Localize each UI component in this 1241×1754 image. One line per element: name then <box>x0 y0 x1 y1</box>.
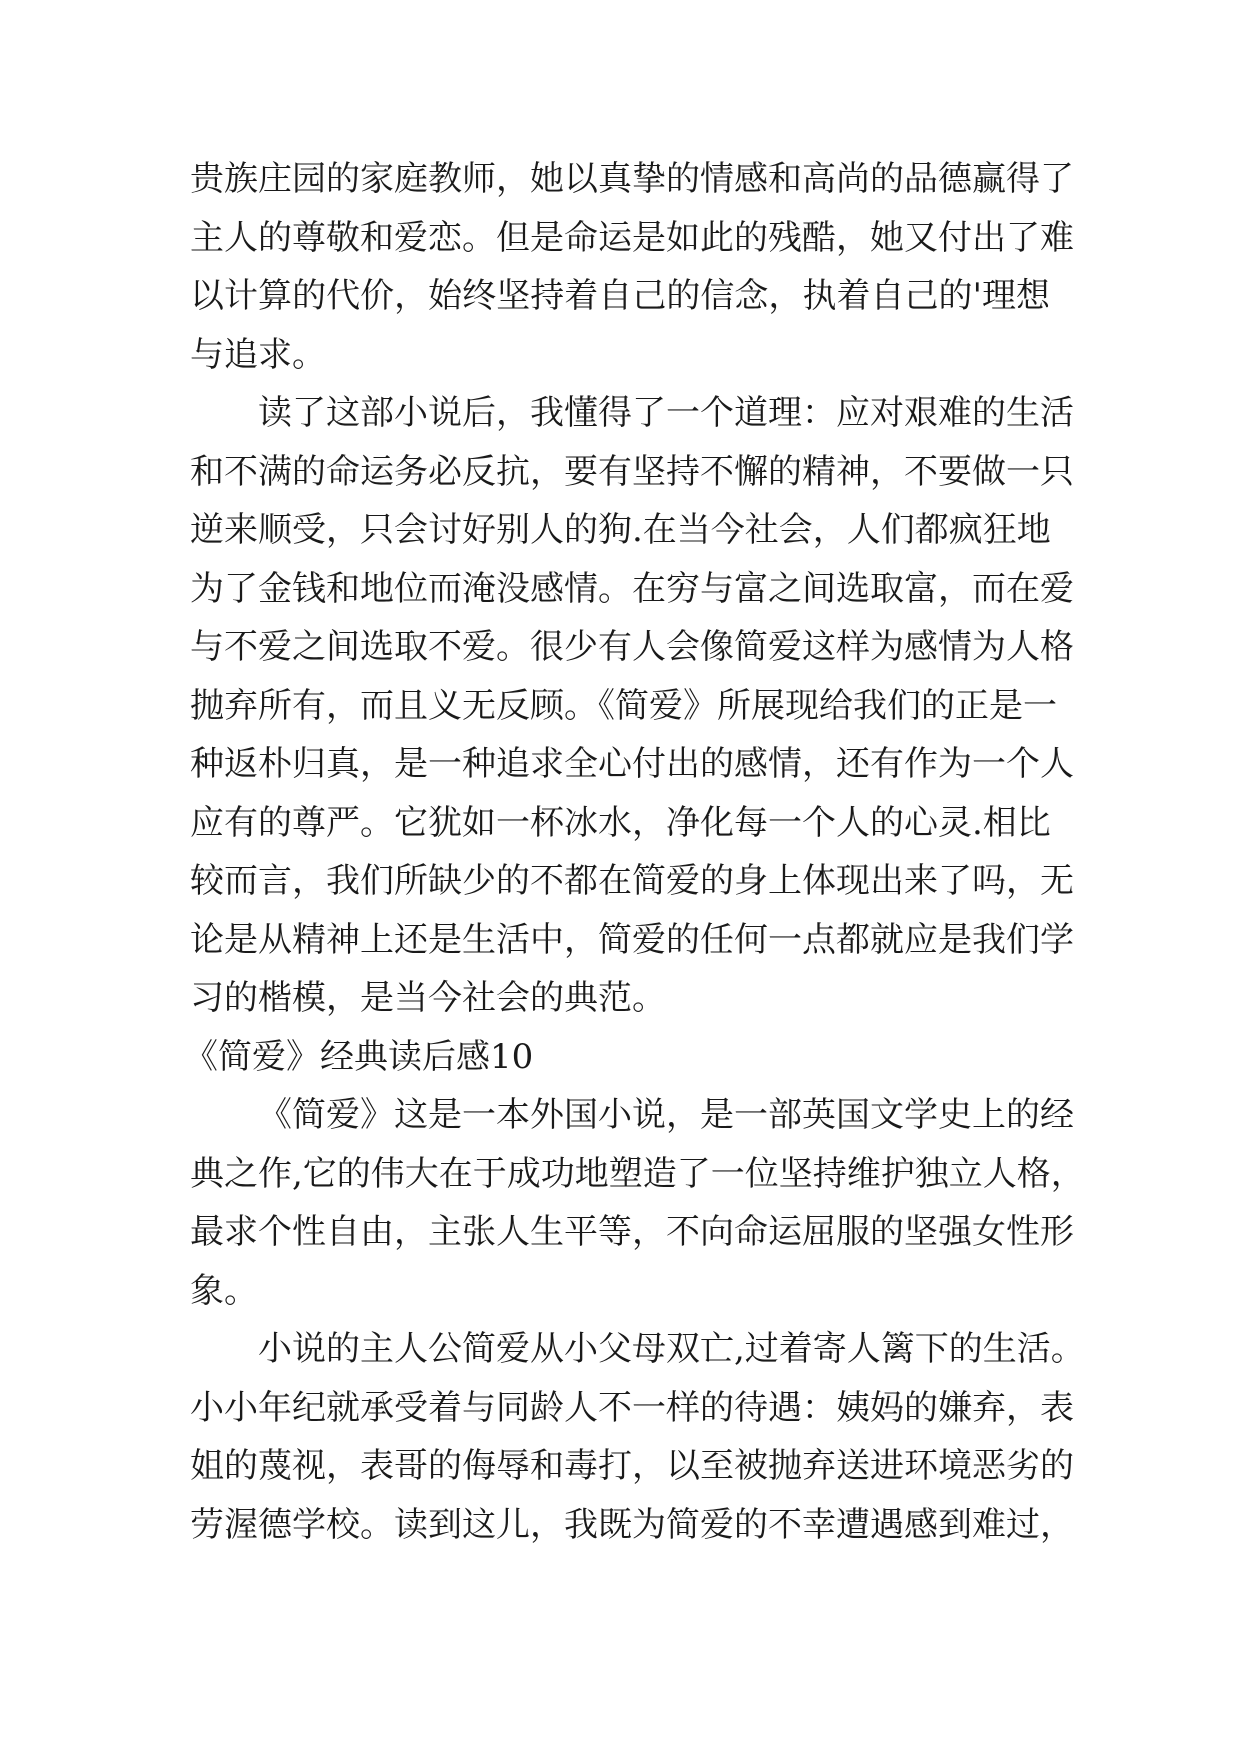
text-line: 与不爱之间选取不爱。很少有人会像简爱这样为感情为人格 <box>190 627 1074 667</box>
section-heading: 《简爱》经典读后感10 <box>184 1036 534 1077</box>
text-line: 抛弃所有，而且义无反顾。《简爱》所展现给我们的正是一 <box>190 685 1057 726</box>
text-line: 《简爱》这是一本外国小说，是一部英国文学史上的经 <box>258 1095 1074 1135</box>
text-line: 与追求。 <box>190 334 326 375</box>
text-line: 象。 <box>190 1270 258 1311</box>
document-body <box>184 150 1085 1554</box>
text-line: 最求个性自由，主张人生平等，不向命运屈服的坚强女性形 <box>190 1212 1074 1252</box>
text-line: 应有的尊严。它犹如一杯冰水，净化每一个人的心灵.相比 <box>190 802 1051 843</box>
text-line: 种返朴归真，是一种追求全心付出的感情，还有作为一个人 <box>190 744 1074 784</box>
text-line: 习的楷模，是当今社会的典范。 <box>190 978 666 1018</box>
paragraph-4 <box>190 1320 1085 1554</box>
text-line: 典之作,它的伟大在于成功地塑造了一位坚持维护独立人格， <box>190 1153 1085 1194</box>
text-line: 小说的主人公简爱从小父母双亡,过着寄人篱下的生活。 <box>258 1329 1085 1369</box>
text-line: 逆来顺受，只会讨好别人的狗.在当今社会，人们都疯狂地 <box>190 510 1051 550</box>
text-line: 小小年纪就承受着与同龄人不一样的待遇：姨妈的嫌弃，表 <box>190 1387 1074 1428</box>
text-line: 论是从精神上还是生活中，简爱的任何一点都就应是我们学 <box>190 919 1074 960</box>
text-line: 姐的蔑视，表哥的侮辱和毒打，以至被抛弃送进环境恶劣的 <box>190 1446 1074 1486</box>
paragraph-3 <box>190 1086 1085 1320</box>
text-line: 和不满的命运务必反抗，要有坚持不懈的精神，不要做一只 <box>190 451 1074 492</box>
paragraph-1 <box>190 150 1074 384</box>
text-line: 以计算的代价，始终坚持着自己的信念，执着自己的'理想 <box>190 276 1050 316</box>
paragraph-2 <box>190 384 1074 1028</box>
text-line: 劳渥德学校。读到这儿，我既为简爱的不幸遭遇感到难过， <box>190 1504 1074 1545</box>
text-line: 贵族庄园的家庭教师，她以真挚的情感和高尚的品德赢得了 <box>190 159 1074 199</box>
text-line: 主人的尊敬和爱恋。但是命运是如此的残酷，她又付出了难 <box>190 217 1074 258</box>
text-line: 较而言，我们所缺少的不都在简爱的身上体现出来了吗，无 <box>190 861 1074 901</box>
text-line: 读了这部小说后，我懂得了一个道理：应对艰难的生活 <box>258 393 1074 433</box>
text-line: 为了金钱和地位而淹没感情。在穷与富之间选取富，而在爱 <box>190 568 1074 609</box>
